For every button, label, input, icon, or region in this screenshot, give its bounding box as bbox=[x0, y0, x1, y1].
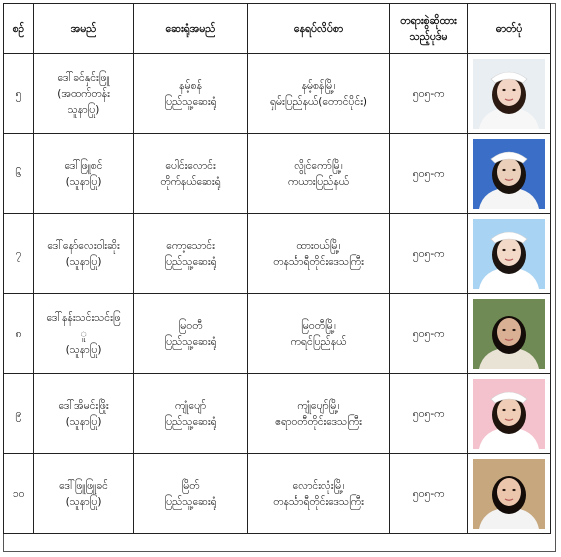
cell-name bbox=[34, 134, 134, 214]
header-name: အမည် bbox=[34, 4, 134, 54]
cell-name bbox=[34, 214, 134, 294]
table-row bbox=[4, 454, 551, 534]
cell-hospital-line: ကော့သောင်း bbox=[166, 239, 215, 252]
cell-address bbox=[248, 214, 390, 294]
face bbox=[497, 158, 521, 186]
cell-hospital bbox=[134, 134, 248, 214]
cell-no: ၉ bbox=[4, 374, 34, 454]
cell-hospital-line: မြိတ် bbox=[181, 479, 200, 492]
face bbox=[497, 398, 521, 426]
header-section-line: သည့်ပုဒ်မ bbox=[409, 30, 448, 43]
cell-no: ၅ bbox=[4, 54, 34, 134]
cell-name-line: သူနာပြု) bbox=[67, 103, 100, 116]
cell-hospital bbox=[134, 454, 248, 534]
cell-hospital-line: ကျုံပျော် bbox=[174, 399, 207, 412]
cell-hospital-line: ပေါင်းလောင်း bbox=[165, 159, 216, 172]
cell-address-line: ကယားပြည်နယ် bbox=[288, 175, 349, 188]
cell-address bbox=[248, 134, 390, 214]
portrait-photo bbox=[473, 379, 545, 449]
cell-photo bbox=[468, 134, 551, 214]
cell-name-line: (သူနာပြု) bbox=[65, 495, 102, 508]
cell-address-line: ဧရာဝတီတိုင်းဒေသကြီး bbox=[275, 415, 362, 428]
cell-photo bbox=[468, 214, 551, 294]
cell-address-line: မြဝတီမြို့၊ bbox=[301, 319, 336, 332]
cell-hospital bbox=[134, 294, 248, 374]
cell-name-line: ဒေါ်ဖြူစင် bbox=[64, 159, 103, 172]
face bbox=[497, 478, 521, 506]
cell-no: ၇ bbox=[4, 214, 34, 294]
table-header-row bbox=[4, 4, 551, 54]
face bbox=[497, 238, 521, 266]
cell-hospital-line: ပြည်သူ့ဆေးရုံ bbox=[164, 255, 217, 268]
photo-frame bbox=[473, 459, 545, 529]
right-eye bbox=[512, 328, 515, 330]
right-eye bbox=[512, 488, 515, 490]
right-eye bbox=[512, 408, 515, 410]
cell-section: ၅၀၅-က bbox=[390, 454, 468, 534]
header-photo: ဓာတ်ပုံ bbox=[468, 4, 551, 54]
cell-name bbox=[34, 454, 134, 534]
cell-name-line: ဒေါ်နော်လေးဝါးဆိုး bbox=[47, 239, 120, 252]
cell-name-line: ဒေါ်ဖြူဖြူခင် bbox=[59, 479, 108, 492]
cell-hospital-line: ပြည်သူ့ဆေးရုံ bbox=[164, 335, 217, 348]
cell-name-line: (သူနာပြု) bbox=[65, 255, 102, 268]
cell-address-line: ထားဝယ်မြို့၊ bbox=[296, 239, 341, 252]
cell-address-line: ရှမ်းပြည်နယ်(တောင်ပိုင်း) bbox=[270, 95, 367, 108]
cell-address-line: တနင်္သာရီတိုင်းဒေသကြီး bbox=[273, 255, 364, 268]
right-eye bbox=[512, 168, 515, 170]
cell-photo bbox=[468, 294, 551, 374]
portrait-photo bbox=[473, 139, 545, 209]
personnel-table bbox=[3, 3, 551, 534]
header-section-line: တရားစွဲဆိုထား bbox=[400, 14, 457, 27]
photo-frame bbox=[473, 379, 545, 449]
header-hospital: ဆေးရုံအမည် bbox=[134, 4, 248, 54]
cell-hospital-line: တိုက်နယ်ဆေးရုံ bbox=[160, 175, 221, 188]
left-eye bbox=[502, 168, 505, 170]
cell-hospital-line: ပြည်သူ့ဆေးရုံ bbox=[164, 95, 217, 108]
cell-no: ၁၀ bbox=[4, 454, 34, 534]
cell-hospital bbox=[134, 54, 248, 134]
table-row bbox=[4, 134, 551, 214]
cell-address-line: လွိုင်ကော်မြို့၊ bbox=[294, 159, 343, 172]
header-no: စဉ် bbox=[4, 4, 34, 54]
right-eye bbox=[512, 88, 515, 90]
portrait-photo bbox=[473, 219, 545, 289]
cell-hospital-line: ပြည်သူ့ဆေးရုံ bbox=[164, 415, 217, 428]
photo-frame bbox=[473, 59, 545, 129]
cell-section: ၅၀၅-က bbox=[390, 214, 468, 294]
portrait-photo bbox=[473, 299, 545, 369]
cell-no: ၈ bbox=[4, 294, 34, 374]
left-eye bbox=[502, 488, 505, 490]
face bbox=[497, 318, 521, 346]
cell-section: ၅၀၅-က bbox=[390, 294, 468, 374]
cell-address-line: တနင်္သာရီတိုင်းဒေသကြီး bbox=[273, 495, 364, 508]
face bbox=[497, 78, 521, 106]
cell-address-line: နမ့်စန်မြို့၊ bbox=[301, 79, 336, 92]
cell-name-line: ဒေါ်အိမင်းဖြိုး bbox=[58, 399, 109, 412]
photo-frame bbox=[473, 299, 545, 369]
cell-hospital-line: မြဝတီ bbox=[178, 319, 203, 332]
cell-section: ၅၀၅-က bbox=[390, 374, 468, 454]
cell-photo bbox=[468, 54, 551, 134]
cell-address bbox=[248, 54, 390, 134]
portrait-photo bbox=[473, 459, 545, 529]
cell-section: ၅၀၅-က bbox=[390, 54, 468, 134]
photo-frame bbox=[473, 139, 545, 209]
left-eye bbox=[502, 248, 505, 250]
cell-name-line: (သူနာပြု) bbox=[65, 343, 102, 356]
cell-name-line: (သူနာပြု) bbox=[65, 175, 102, 188]
cell-address bbox=[248, 294, 390, 374]
cell-section: ၅၀၅-က bbox=[390, 134, 468, 214]
cell-address bbox=[248, 374, 390, 454]
cell-name-line: (အထက်တန်း bbox=[57, 87, 110, 100]
photo-frame bbox=[473, 219, 545, 289]
left-eye bbox=[502, 328, 505, 330]
table-row bbox=[4, 374, 551, 454]
table-row bbox=[4, 54, 551, 134]
cell-no: ၆ bbox=[4, 134, 34, 214]
cell-name-line: ူ bbox=[80, 327, 87, 340]
cell-photo bbox=[468, 454, 551, 534]
table-row bbox=[4, 294, 551, 374]
cell-address-line: ကရင်ပြည်နယ် bbox=[290, 335, 347, 348]
cell-hospital-line: နမ့်စန် bbox=[179, 79, 202, 92]
left-eye bbox=[502, 408, 505, 410]
cell-hospital bbox=[134, 214, 248, 294]
table-row bbox=[4, 214, 551, 294]
cell-name bbox=[34, 294, 134, 374]
cell-address-line: ကျုံပျော်မြို့၊ bbox=[297, 399, 340, 412]
cell-address bbox=[248, 454, 390, 534]
cell-address-line: လောင်းလုံးမြို့၊ bbox=[292, 479, 345, 492]
header-section bbox=[390, 4, 468, 54]
right-eye bbox=[512, 248, 515, 250]
portrait-photo bbox=[473, 59, 545, 129]
cell-name bbox=[34, 374, 134, 454]
cell-photo bbox=[468, 374, 551, 454]
cell-name-line: ဒေါ်နန်းသင်းသင်းဖြ bbox=[46, 311, 121, 324]
cell-hospital bbox=[134, 374, 248, 454]
cell-name-line: ဒေါ်ခင်နှင်းဖြူ bbox=[57, 71, 110, 84]
cell-name-line: (သူနာပြု) bbox=[65, 415, 102, 428]
header-address: နေရပ်လိပ်စာ bbox=[248, 4, 390, 54]
cell-name bbox=[34, 54, 134, 134]
cell-hospital-line: ပြည်သူ့ဆေးရုံ bbox=[164, 495, 217, 508]
left-eye bbox=[502, 88, 505, 90]
